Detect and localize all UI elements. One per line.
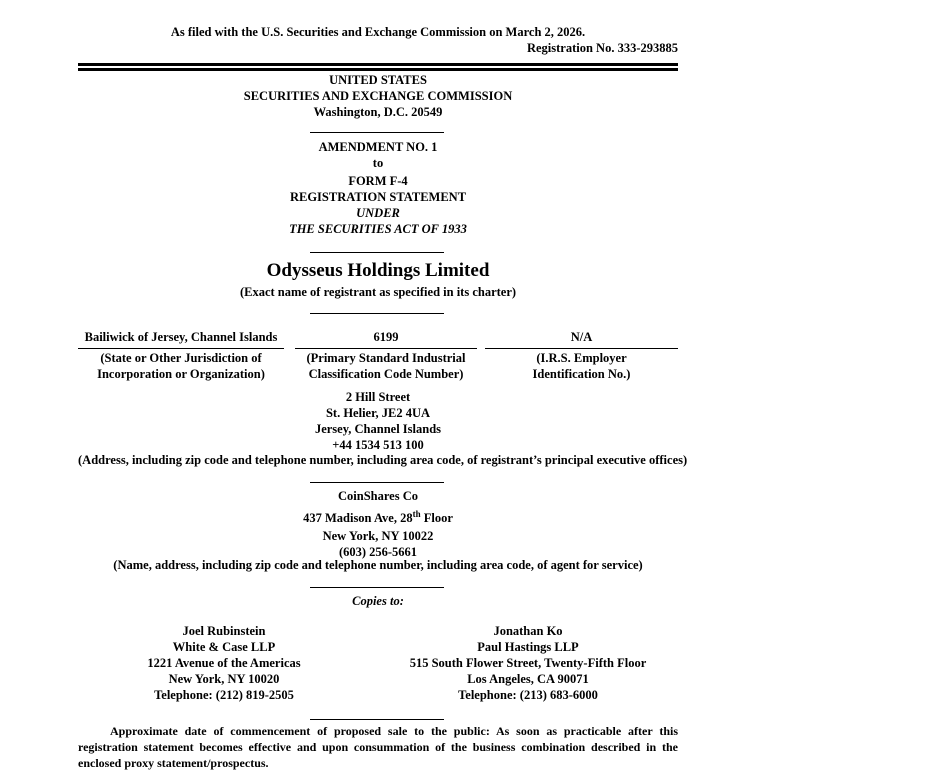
approximate-date-paragraph xyxy=(78,723,678,771)
counsel-left xyxy=(124,623,324,703)
agent-name: CoinShares Co xyxy=(338,489,418,503)
agent-city: New York, NY 10022 xyxy=(322,529,434,544)
counsel-right-city: Los Angeles, CA 90071 xyxy=(467,672,589,686)
statement-title: REGISTRATION STATEMENT xyxy=(289,190,467,204)
counsel-right-phone: Telephone: (213) 683-6000 xyxy=(458,688,598,702)
address-phone: +44 1534 513 100 xyxy=(332,438,424,452)
address-region: Jersey, Channel Islands xyxy=(314,422,442,436)
filing-notice: As filed with the U.S. Securities and Exchange Commission on March 2, 2026. xyxy=(170,25,586,39)
counsel-right-street: 515 South Flower Street, Twenty-Fifth Floor xyxy=(409,656,647,670)
counsel-right-firm: Paul Hastings LLP xyxy=(477,640,579,654)
to-label: to xyxy=(372,156,384,170)
counsel-right xyxy=(387,623,669,703)
divider xyxy=(310,587,444,588)
address-caption: (Address, including zip code and telephone number, including area code, of registrant’s principal executive offices) xyxy=(78,453,688,467)
agent-street: 437 Madison Ave, 28th Floor xyxy=(303,509,453,526)
approx-line-3: enclosed proxy statement/prospectus. xyxy=(78,756,269,770)
copies-label: Copies to: xyxy=(352,594,404,608)
divider xyxy=(310,482,444,483)
amendment-title: AMENDMENT NO. 1 xyxy=(318,140,438,154)
approx-line-2: registration statement becomes effective and upon consummation of the business combination described in the xyxy=(78,740,678,754)
header-divider-bottom xyxy=(78,68,678,71)
counsel-left-city: New York, NY 10020 xyxy=(168,672,280,686)
sic-code-caption: (Primary Standard Industrial Classification Code Number) xyxy=(306,351,466,381)
counsel-left-name: Joel Rubinstein xyxy=(182,624,266,638)
agency-block xyxy=(78,72,678,120)
agency-name: SECURITIES AND EXCHANGE COMMISSION xyxy=(243,89,513,103)
address-street: 2 Hill Street xyxy=(345,390,411,404)
jurisdiction-caption: (State or Other Jurisdiction of Incorporation or Organization) xyxy=(97,351,265,381)
counsel-right-name: Jonathan Ko xyxy=(493,624,563,638)
header-divider-top xyxy=(78,63,678,66)
sic-code-value: 6199 xyxy=(373,330,399,344)
divider xyxy=(310,313,444,314)
jurisdiction-value: Bailiwick of Jersey, Channel Islands xyxy=(84,330,278,344)
address-city: St. Helier, JE2 4UA xyxy=(325,406,431,420)
agency-location: Washington, D.C. 20549 xyxy=(313,105,443,119)
form-block xyxy=(78,139,678,237)
agent-block xyxy=(78,488,678,560)
counsel-left-firm: White & Case LLP xyxy=(172,640,276,654)
form-type: FORM F-4 xyxy=(348,174,408,188)
registrant-address xyxy=(78,389,678,453)
agent-phone: (603) 256-5661 xyxy=(338,545,418,560)
divider xyxy=(310,719,444,720)
counsel-left-street: 1221 Avenue of the Americas xyxy=(147,656,301,670)
divider xyxy=(310,252,444,253)
registrant-caption: (Exact name of registrant as specified in its charter) xyxy=(239,285,517,299)
agency-country: UNITED STATES xyxy=(329,73,427,87)
divider xyxy=(310,132,444,133)
irs-number-caption: (I.R.S. Employer Identification No.) xyxy=(532,351,631,381)
field-underline xyxy=(485,348,678,349)
field-underline xyxy=(295,348,477,349)
field-underline xyxy=(78,348,284,349)
registrant-name: Odysseus Holdings Limited xyxy=(266,260,490,281)
approx-line-1: Approximate date of commencement of proposed sale to the public: As soon as practicable after this xyxy=(110,724,678,738)
registration-number: Registration No. 333-293885 xyxy=(526,41,678,55)
under-label: UNDER xyxy=(356,206,400,220)
counsel-left-phone: Telephone: (212) 819-2505 xyxy=(154,688,294,702)
securities-act: THE SECURITIES ACT OF 1933 xyxy=(289,222,467,236)
irs-number-value: N/A xyxy=(570,330,593,344)
agent-caption: (Name, address, including zip code and telephone number, including area code, of agent for service) xyxy=(113,558,643,572)
